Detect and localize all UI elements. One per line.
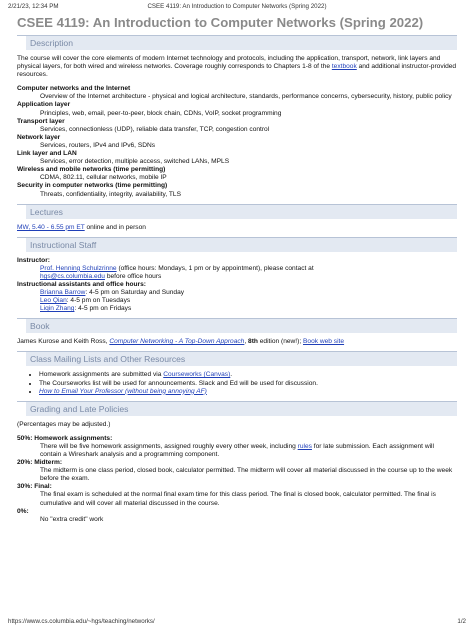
topic-title: Computer networks and the Internet [17,85,131,93]
grading-desc-text: There will be five homework assignments, assigned roughly every other week, including [40,442,298,450]
book-comma: , [244,338,249,346]
book-authors: James Kurose and Keith Ross, [17,338,110,346]
topic-desc: Services, connectionless (UDP), reliable data transfer, TCP, congestion control [40,125,270,133]
resource-text: Homework assignments are submitted via [39,371,164,379]
print-header [8,3,466,13]
section-header-staff: Instructional Staff [17,237,457,252]
grading-desc: No "extra credit" work [40,515,104,523]
description-intro [17,55,457,79]
lecture-time-link[interactable]: MW, 5.40 - 6.55 pm ET [17,223,85,231]
book-website-link[interactable]: Book web site [303,338,345,346]
ta-name-link[interactable]: Brianna Barrow [40,289,86,297]
print-footer [8,618,466,628]
ta-name-link[interactable]: Leo Qian [40,297,67,305]
page-title: CSEE 4119: An Introduction to Computer Networks (Spring 2022) [17,15,424,30]
section-header-book: Book [17,318,457,333]
topic-title: Link layer and LAN [17,150,77,158]
book-edition: 8th [248,338,258,346]
ta-name-link[interactable]: Liqin Zhang [40,305,75,313]
topic-desc: Services, error detection, multiple access, switched LANs, MPLS [40,158,230,166]
topic-desc: Principles, web, email, peer-to-peer, block chain, CDNs, VoIP, socket programming [40,109,282,117]
book-edition-after: edition (new!); [257,338,303,346]
list-item [39,371,457,379]
section-header-grading: Grading and Late Policies [17,401,457,416]
grading-item [17,435,457,459]
topic-title: Security in computer networks (time permitting) [17,182,168,190]
topic-desc: Services, routers, IPv4 and IPv6, SDNs [40,141,156,149]
grading-item [17,459,457,483]
grading-item [17,483,457,507]
grading-desc: The midterm is one class period, closed book, calculator permitted. The midterm will cover all material discussed in the course up to the week before the exam. [40,467,453,483]
instructor-hours: (office hours: Mondays, 1 pm or by appointment), please contact at [116,264,314,272]
book-title-link[interactable]: Computer Networking - A Top-Down Approach [109,338,245,346]
instructor-email-after: before office hours [104,272,162,280]
print-doc-title: CSEE 4119: An Introduction to Computer Networks (Spring 2022) [147,3,327,10]
instructor-email-link[interactable]: hgs@cs.columbia.edu [40,272,105,280]
ta-hours: : 4-5 pm on Tuesdays [66,297,131,305]
ta-row [17,289,457,297]
topic-desc: Threats, confidentiality, integrity, availability, TLS [40,190,181,198]
page-number: 1/2 [457,618,466,625]
print-url: https://www.cs.columbia.edu/~hgs/teaching/networks/ [8,618,155,625]
ta-hours: : 4-5 pm on Fridays [74,305,132,313]
grading-percent: 30%: Final: [17,483,52,491]
grading-desc: The final exam is scheduled at the normal final exam time for this class period. The final is closed book, calculator permitted. The final is cumulative and will cover all material discussed in the course. [40,491,436,507]
email-professor-link[interactable]: How to Email Your Professor (without being annoying AF) [39,387,207,395]
description-intro-text: The course will cover the core elements of modern Internet technology and protocols, including the application, transport, network, link layers and physical layers, for both wired and wireless networks. Coverage roughly corresponds to Chapters 1-8 of the [17,55,441,71]
lecture-time [17,224,457,232]
topic-title: Transport layer [17,117,65,125]
grading-note: (Percentages may be adjusted.) [17,420,111,428]
page-content [17,15,457,524]
topic-list [17,85,457,198]
lecture-mode: online and in person [84,223,146,231]
list-item [39,388,457,396]
tas-label: Instructional assistants and office hours: [17,280,146,288]
topic-title: Wireless and mobile networks (time permitting) [17,166,166,174]
resource-period: . [230,371,233,379]
topic-title: Application layer [17,101,71,109]
ta-row [17,297,457,305]
textbook-link[interactable]: textbook [331,63,357,71]
topic-title: Network layer [17,133,61,141]
description-intro-after: and additional instructor-provided resources. [17,63,457,79]
topic-desc: CDMA, 802.11, cellular networks, mobile IP [40,174,167,182]
grading-desc-after: for late submission. Each assignment will contain a Wireshark analysis and a programming component. [40,442,434,458]
instructor-info [17,265,457,281]
ta-hours: : 4-5 pm on Saturday and Sunday [85,289,185,297]
book-reference [17,338,457,346]
topic-desc: Overview of the Internet architecture - physical and logical architecture, standards, performance concerns, cybersecurity, history, public policy [40,93,452,101]
section-header-mailing: Class Mailing Lists and Other Resources [17,351,457,366]
courseworks-link[interactable]: Courseworks (Canvas) [163,371,231,379]
late-rules-link[interactable]: rules [297,442,312,450]
section-header-lectures: Lectures [17,204,457,219]
grading-desc [17,443,457,459]
section-header-description: Description [17,35,457,50]
grading-percent: 20%: Midterm: [17,459,63,467]
list-item: • The Courseworks list will be used for announcements. Slack and Ed will be used for discussion. [39,380,457,388]
grading-percent: 0%: [17,507,29,515]
ta-row [17,305,457,313]
grading-item [17,508,457,524]
instructor-name-link[interactable]: Prof. Henning Schulzrinne [40,264,117,272]
instructor-label: Instructor: [17,256,50,264]
grading-percent: 50%: Homework assignments: [17,434,113,442]
print-datetime: 2/21/23, 12:34 PM [8,3,59,10]
resources-list [17,371,457,395]
